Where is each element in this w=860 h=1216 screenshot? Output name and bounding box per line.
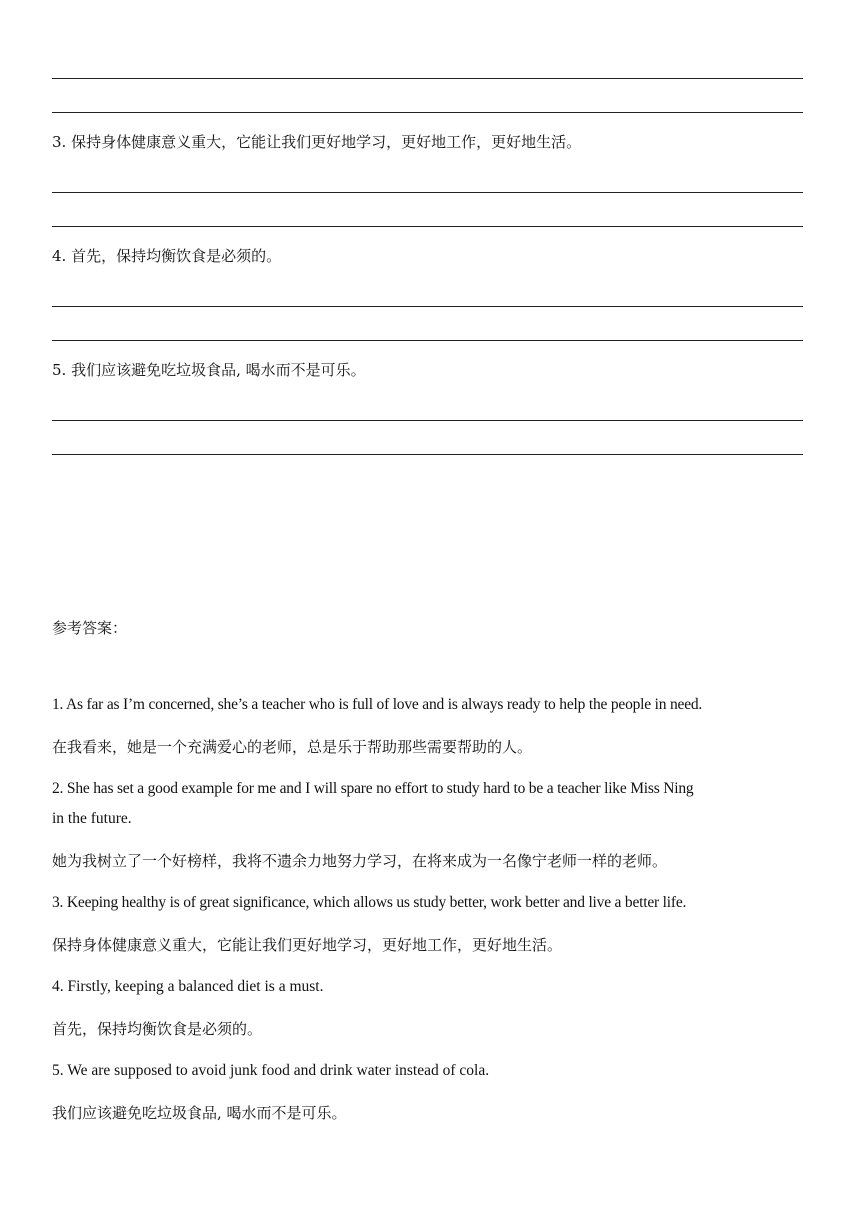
question-3: 3. 保持身体健康意义重大，它能让我们更好地学习，更好地工作，更好地生活。	[52, 133, 582, 151]
answer-2-chinese: 她为我树立了一个好榜样，我将不遗余力地努力学习，在将来成为一名像宁老师一样的老师。	[52, 852, 668, 870]
answer-3-chinese: 保持身体健康意义重大，它能让我们更好地学习，更好地工作，更好地生活。	[52, 936, 563, 954]
question-5: 5. 我们应该避免吃垃圾食品, 喝水而不是可乐。	[52, 361, 366, 379]
answer-2-english-line2: in the future.	[52, 810, 132, 827]
answer-5-english: 5. We are supposed to avoid junk food and drink water instead of cola.	[52, 1062, 490, 1079]
answer-line	[52, 420, 803, 421]
answer-2-english-line1: 2. She has set a good example for me and I will spare no effort to study hard to be a teacher like Miss Ning	[52, 780, 694, 797]
question-4: 4. 首先，保持均衡饮食是必须的。	[52, 247, 282, 265]
answer-5-chinese: 我们应该避免吃垃圾食品, 喝水而不是可乐。	[52, 1104, 347, 1122]
answer-3-english: 3. Keeping healthy is of great significance, which allows us study better, work better and live a better life.	[52, 894, 687, 911]
answer-4-english: 4. Firstly, keeping a balanced diet is a must.	[52, 978, 324, 995]
answer-line	[52, 226, 803, 227]
answer-line	[52, 306, 803, 307]
answer-1-chinese: 在我看来，她是一个充满爱心的老师，总是乐于帮助那些需要帮助的人。	[52, 738, 533, 756]
answer-line	[52, 340, 803, 341]
answer-4-chinese: 首先，保持均衡饮食是必须的。	[52, 1020, 263, 1038]
answer-line	[52, 78, 803, 79]
answer-line	[52, 192, 803, 193]
answer-line	[52, 454, 803, 455]
answers-heading: 参考答案：	[52, 619, 128, 637]
answer-1-english: 1. As far as I’m concerned, she’s a teacher who is full of love and is always ready to help the people in need.	[52, 696, 703, 713]
answer-line	[52, 112, 803, 113]
